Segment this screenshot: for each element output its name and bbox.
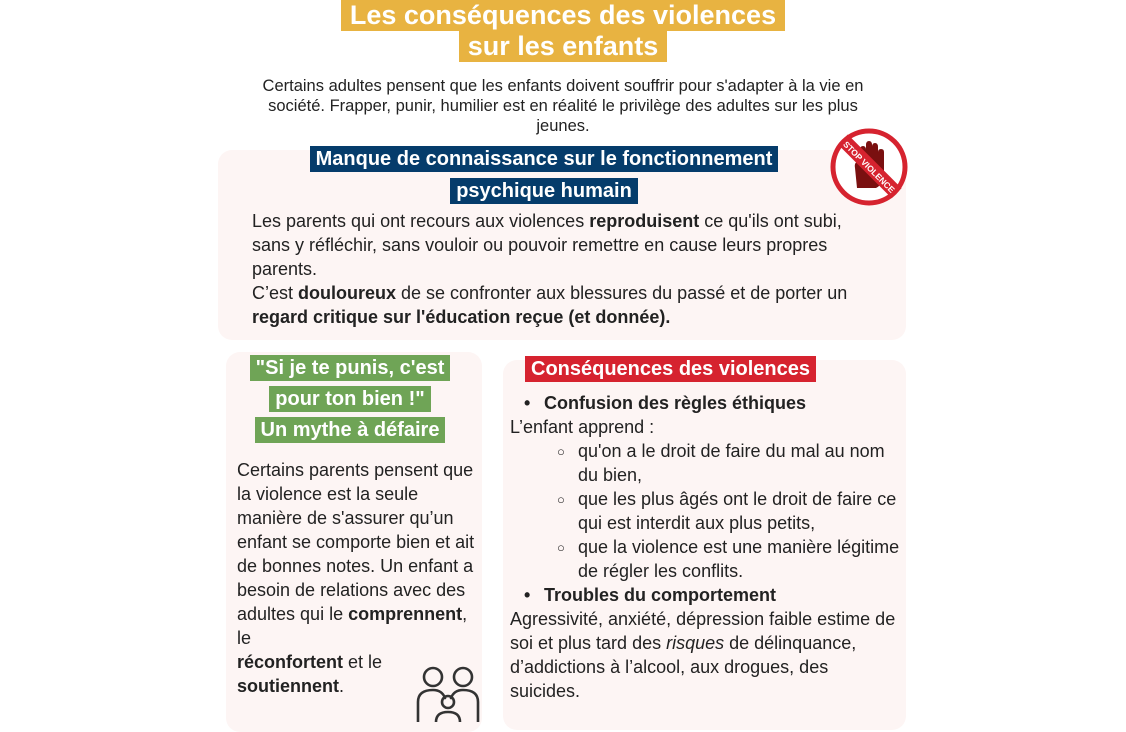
left-section-heading — [232, 353, 468, 446]
left-section-text: Certains parents pensent que la violence est la seule manière de s'assurer qu’un enfant se comporte bien et ait de bonnes notes. Un enfant a besoin de relations avec des adultes qui le comprennent, le réconfortent et le soutiennent. — [237, 460, 475, 696]
confusion-sub-list — [510, 439, 900, 583]
left-heading-line2: pour ton bien !" — [269, 386, 430, 412]
top-heading-line2: psychique humain — [450, 178, 638, 204]
bullet-troubles-text: Agressivité, anxiété, dépression faible estime de soi et plus tard des risques de délinquance, d’addictions à l’alcool, aux drogues, des suicides. — [510, 609, 896, 701]
title-line1: Les conséquences des violences — [341, 0, 785, 31]
stop-violence-icon — [830, 128, 908, 206]
list-item: ○ que les plus âgés ont le droit de faire ce qui est interdit aux plus petits, — [510, 487, 900, 535]
left-heading-line1: "Si je te punis, c'est — [250, 355, 451, 381]
top-section-heading — [254, 143, 834, 207]
page-title — [0, 0, 1126, 62]
list-item: ○ que la violence est une manière légitime de régler les conflits. — [510, 535, 900, 583]
stop-badge-text: STOP VIOLENCE — [841, 139, 897, 195]
family-icon — [412, 662, 484, 722]
intro-text: Certains adultes pensent que les enfants doivent souffrir pour s'adapter à la vie en société. Frapper, punir, humilier est en réalité le privilège des adultes sur les plus jeunes. — [262, 77, 864, 135]
bullet-confusion-title: • Confusion des règles éthiques — [510, 391, 900, 415]
title-line2: sur les enfants — [459, 30, 668, 62]
right-section-heading — [525, 354, 855, 384]
left-heading-line3: Un mythe à défaire — [255, 417, 446, 443]
list-item: ○ qu'on a le droit de faire du mal au nom du bien, — [510, 439, 900, 487]
top-heading-line1: Manque de connaissance sur le fonctionnement — [310, 146, 779, 172]
bullet-troubles-title: • Troubles du comportement — [510, 583, 900, 607]
top-section-text: Les parents qui ont recours aux violences reproduisent ce qu'ils ont subi, sans y réfléchir, sans vouloir ou pouvoir remettre en cause leurs propres parents. C’est douloureux de se confronter aux blessures du passé et de porter un regard critique sur l'éducation reçue (et donnée). — [252, 211, 848, 327]
right-section-body — [510, 391, 900, 703]
bullet-confusion-intro: L’enfant apprend : — [510, 417, 655, 437]
right-heading-text: Conséquences des violences — [525, 356, 816, 382]
